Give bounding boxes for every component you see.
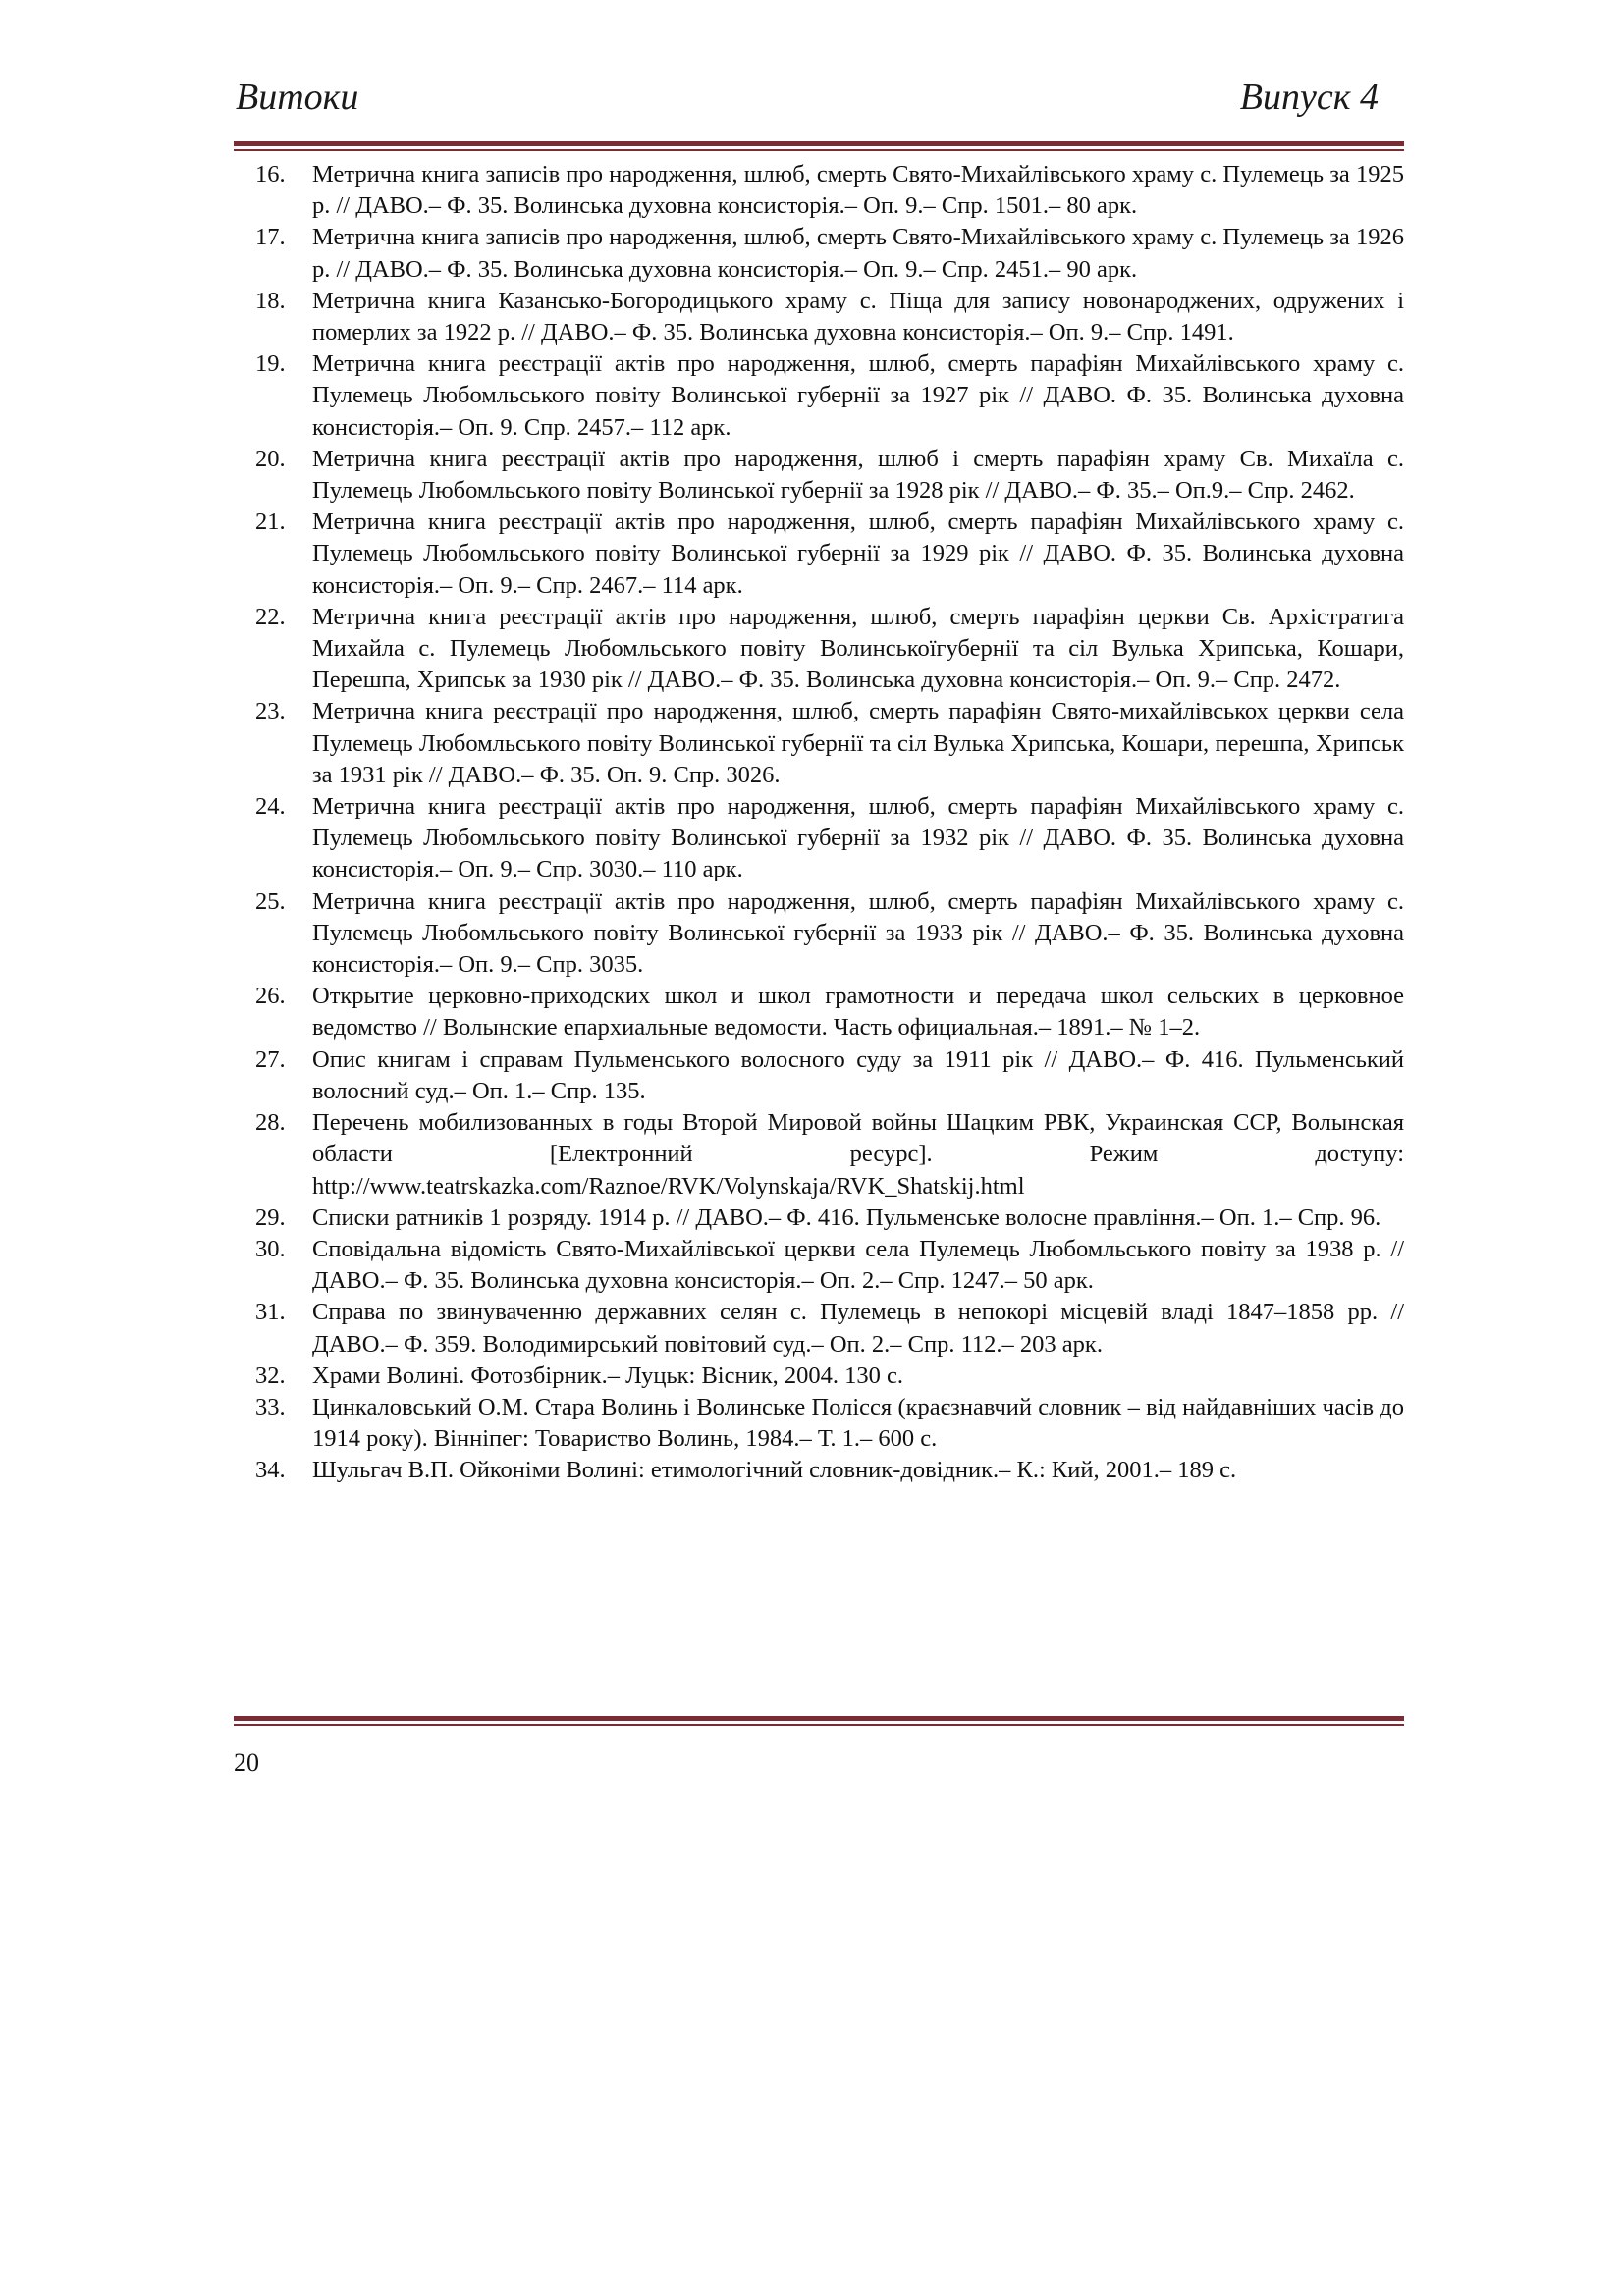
reference-item	[255, 1392, 1404, 1455]
reference-number: 32.	[255, 1362, 286, 1389]
reference-item	[255, 1107, 1404, 1202]
reference-number: 24.	[255, 793, 286, 821]
reference-number: 17.	[255, 224, 286, 251]
reference-text: Метрична книга записів про народження, шлюб, смерть Свято-Михайлівського храму с. Пулемець за 1926 р. // ДАВО.– Ф. 35. Волинська духовна консисторія.– Оп. 9.– Спр. 2451.– 90 арк.	[312, 224, 1404, 283]
reference-text: Храми Волині. Фотозбірник.– Луцьк: Вісник, 2004. 130 с.	[312, 1362, 903, 1389]
reference-text: Списки ратників 1 розряду. 1914 р. // ДАВО.– Ф. 416. Пульменське волосне правління.– Оп. 1.– Спр. 96.	[312, 1203, 1381, 1231]
page-number: 20	[234, 1748, 259, 1777]
reference-number: 20.	[255, 445, 286, 472]
reference-item	[255, 1044, 1404, 1107]
reference-text: Метрична книга реєстрації актів про народження, шлюб, смерть парафіян Михайлівського храму с. Пулемець Любомльського повіту Волинської губернії за 1927 рік // ДАВО. Ф. 35. Волинська духовна консисторія.– Оп. 9. Спр. 2457.– 112 арк.	[312, 350, 1404, 441]
header-rule	[234, 141, 1404, 151]
reference-text: Перечень мобилизованных в годы Второй Мировой войны Шацким РВК, Украинская ССР, Волынская области [Електронний ресурс]. Режим доступу: http://www.teatrskazka.com/Raznoe/RVK/Volynskaja/RVK_Shatskij.html	[312, 1109, 1404, 1200]
reference-number: 27.	[255, 1045, 286, 1073]
reference-number: 33.	[255, 1393, 286, 1420]
reference-number: 34.	[255, 1457, 286, 1484]
reference-number: 18.	[255, 287, 286, 314]
reference-text: Опис книгам і справам Пульменського волосного суду за 1911 рік // ДАВО.– Ф. 416. Пульменський волосний суд.– Оп. 1.– Спр. 135.	[312, 1045, 1404, 1104]
reference-text: Метрична книга реєстрації актів про народження, шлюб, смерть парафіян церкви Св. Архістратига Михайла с. Пулемець Любомльського повіту Волинськоїгубернії та сіл Вулька Хрипська, Кошари, Перешпа, Хрипськ за 1930 рік // ДАВО.– Ф. 35. Волинська духовна консисторія.– Оп. 9.– Спр. 2472.	[312, 603, 1404, 694]
reference-item	[255, 602, 1404, 697]
reference-number: 26.	[255, 983, 286, 1010]
reference-item	[255, 159, 1404, 222]
reference-text: Метрична книга записів про народження, шлюб, смерть Свято-Михайлівського храму с. Пулемець за 1925 р. // ДАВО.– Ф. 35. Волинська духовна консисторія.– Оп. 9.– Спр. 1501.– 80 арк.	[312, 161, 1404, 220]
reference-item	[255, 886, 1404, 982]
reference-item	[255, 1455, 1404, 1486]
reference-item	[255, 981, 1404, 1043]
reference-text: Справа по звинуваченню державних селян с. Пулемець в непокорі місцевій владі 1847–1858 рр. // ДАВО.– Ф. 359. Володимирський повітовий суд.– Оп. 2.– Спр. 112.– 203 арк.	[312, 1299, 1404, 1358]
reference-text: Открытие церковно-приходских школ и школ грамотности и передача школ сельских в церковное ведомство // Волынские епархиальные ведомости. Часть официальная.– 1891.– № 1–2.	[312, 983, 1404, 1041]
reference-number: 31.	[255, 1299, 286, 1326]
reference-number: 30.	[255, 1235, 286, 1262]
reference-item	[255, 1297, 1404, 1360]
reference-item	[255, 696, 1404, 791]
reference-text: Метрична книга реєстрації актів про народження, шлюб, смерть парафіян Михайлівського храму с. Пулемець Любомльського повіту Волинської губернії за 1932 рік // ДАВО. Ф. 35. Волинська духовна консисторія.– Оп. 9.– Спр. 3030.– 110 арк.	[312, 793, 1404, 883]
reference-number: 25.	[255, 887, 286, 915]
reference-text: Метрична книга реєстрації актів про народження, шлюб, смерть парафіян Михайлівського храму с. Пулемець Любомльського повіту Волинської губернії за 1933 рік // ДАВО.– Ф. 35. Волинська духовна консисторія.– Оп. 9.– Спр. 3035.	[312, 887, 1404, 979]
reference-item	[255, 1234, 1404, 1297]
journal-title: Витоки	[236, 77, 359, 118]
reference-item	[255, 222, 1404, 285]
reference-number: 28.	[255, 1109, 286, 1137]
reference-item	[255, 1202, 1404, 1234]
reference-number: 23.	[255, 698, 286, 725]
reference-text: Метрична книга реєстрації про народження, шлюб, смерть парафіян Свято-михайлівськох церкви села Пулемець Любомльського повіту Волинської губернії та сіл Вулька Хрипська, Кошари, перешпа, Хрипськ за 1931 рік // ДАВО.– Ф. 35. Оп. 9. Спр. 3026.	[312, 698, 1404, 788]
reference-item	[255, 507, 1404, 602]
reference-number: 22.	[255, 603, 286, 630]
reference-number: 21.	[255, 508, 286, 536]
reference-item	[255, 1361, 1404, 1392]
reference-number: 16.	[255, 161, 286, 187]
reference-text: Метрична книга реєстрації актів про народження, шлюб, смерть парафіян Михайлівського храму с. Пулемець Любомльського повіту Волинської губернії за 1929 рік // ДАВО. Ф. 35. Волинська духовна консисторія.– Оп. 9.– Спр. 2467.– 114 арк.	[312, 508, 1404, 599]
reference-item	[255, 444, 1404, 507]
reference-text: Шульгач В.П. Ойконіми Волині: етимологічний словник-довідник.– К.: Кий, 2001.– 189 с.	[312, 1457, 1237, 1484]
reference-item	[255, 348, 1404, 444]
reference-number: 19.	[255, 350, 286, 378]
reference-text: Метрична книга реєстрації актів про народження, шлюб і смерть парафіян храму Св. Михаїла с. Пулемець Любомльського повіту Волинської губернії за 1928 рік // ДАВО.– Ф. 35.– Оп.9.– Спр. 2462.	[312, 445, 1404, 505]
reference-text: Цинкаловський О.М. Стара Волинь і Волинське Полісся (краєзнавчий словник – від найдавніших часів до 1914 року). Вінніпег: Товариство Волинь, 1984.– Т. 1.– 600 с.	[312, 1393, 1404, 1453]
issue-label: Випуск 4	[1239, 77, 1379, 118]
reference-text: Сповідальна відомість Свято-Михайлівської церкви села Пулемець Любомльського повіту за 1938 р. // ДАВО.– Ф. 35. Волинська духовна консисторія.– Оп. 2.– Спр. 1247.– 50 арк.	[312, 1235, 1404, 1295]
reference-item	[255, 791, 1404, 886]
reference-number: 29.	[255, 1203, 286, 1231]
reference-text: Метрична книга Казансько-Богородицького храму с. Піща для запису новонароджених, одружених і померлих за 1922 р. // ДАВО.– Ф. 35. Волинська духовна консисторія.– Оп. 9.– Спр. 1491.	[312, 287, 1404, 347]
reference-list	[255, 159, 1404, 1487]
footer-rule	[234, 1716, 1404, 1726]
reference-item	[255, 286, 1404, 348]
